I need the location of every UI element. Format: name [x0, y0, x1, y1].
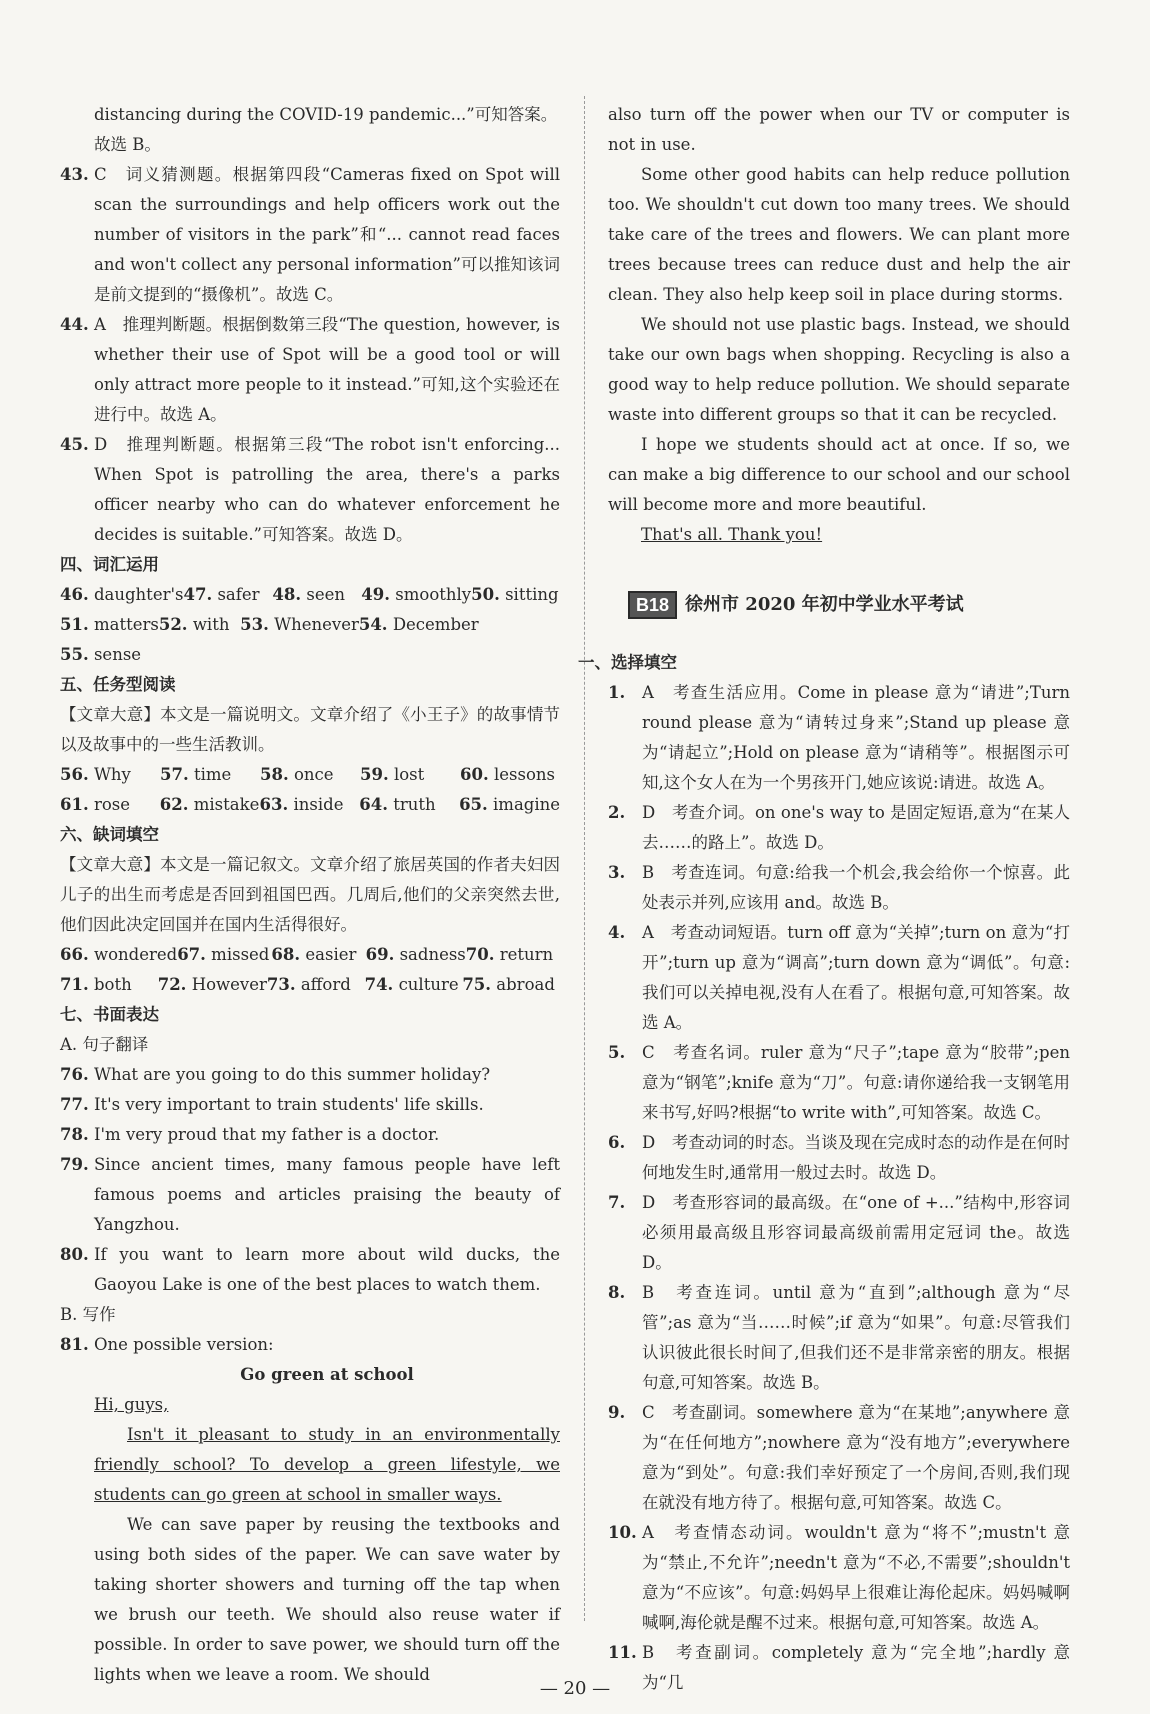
answer-text: A 考查情态动词。wouldn't 意为“将不”;mustn't 意为“禁止,不允许”;needn't 意为“不必,不需要”;shouldn't 意为“不应该”。句意:妈妈早上很难让海伦起床。妈妈喊啊喊啊,海伦就是醒不过来。根据句意,可知答案。故选 A。 — [642, 1523, 1070, 1632]
exam-title-text: 徐州市 2020 年初中学业水平考试 — [685, 594, 964, 615]
answer-8 — [608, 1278, 1070, 1398]
answer-word: missed — [211, 945, 270, 964]
answer-number: 49. — [361, 585, 391, 604]
answer-number: 50. — [471, 585, 500, 604]
answer-row — [60, 760, 560, 790]
answer-number: 47. — [183, 585, 213, 604]
answer-text: D 推理判断题。根据第三段“The robot isn't enforcing... When Spot is patrolling the area, there's a parks officer nearby who can do whatever enforcement he decides is suitable.”可知答案。故选 D。 — [94, 435, 560, 544]
answer-word: sitting — [505, 585, 559, 604]
answer-number: 69. — [365, 945, 395, 964]
answer-number: 7. — [608, 1193, 626, 1212]
answer-word: once — [293, 765, 334, 784]
answer-number: 61. — [60, 795, 89, 814]
answer-number: 3. — [608, 863, 626, 882]
essay-closing — [608, 520, 1070, 550]
answer-number: 52. — [158, 615, 188, 634]
answer-number: 75. — [462, 975, 492, 994]
answer-43 — [60, 160, 560, 310]
answer-text: D 考查介词。on one's way to 是固定短语,意为“在某人去……的路上”。故选 D。 — [642, 803, 1070, 852]
answer-word: truth — [393, 795, 436, 814]
answer-text: C 考查副词。somewhere 意为“在某地”;anywhere 意为“在任何地方”;nowhere 意为“没有地方”;everywhere 意为“到处”。句意:我们幸好预定了一个房间,否则,我们现在就没有地方待了。根据句意,可知答案。故选 C。 — [642, 1403, 1070, 1512]
answer-word: time — [193, 765, 232, 784]
answer-number: 2. — [608, 803, 626, 822]
subsection-a-heading: A. 句子翻译 — [60, 1035, 149, 1054]
answer-word: culture — [398, 975, 459, 994]
right-column — [578, 100, 1070, 1698]
section-5-answers — [60, 760, 560, 820]
section-5-heading: 五、任务型阅读 — [60, 675, 176, 694]
answer-number: 5. — [608, 1043, 626, 1062]
answer-word: sense — [93, 645, 142, 664]
answer-number: 77. — [60, 1095, 89, 1114]
answer-row — [60, 580, 560, 610]
answer-number: 53. — [240, 615, 269, 634]
answer-number: 51. — [60, 615, 89, 634]
answer-text: It's very important to train students' life skills. — [94, 1095, 484, 1114]
answer-number: 79. — [60, 1155, 89, 1174]
answer-number: 58. — [260, 765, 289, 784]
answer-number: 60. — [460, 765, 489, 784]
answer-number: 66. — [60, 945, 89, 964]
answer-1 — [608, 678, 1070, 798]
answer-text: Since ancient times, many famous people have left famous poems and articles praising the beauty of Yangzhou. — [94, 1155, 560, 1234]
answer-45 — [60, 430, 560, 550]
left-column — [60, 100, 560, 1690]
answer-word: with — [192, 615, 230, 634]
answer-number: 8. — [608, 1283, 626, 1302]
answer-row — [60, 970, 560, 1000]
answer-word: rose — [93, 795, 131, 814]
answer-9 — [608, 1398, 1070, 1518]
essay-paragraph-1: Isn't it pleasant to study in an environmentally friendly school? To develop a green lifestyle, we students can go green at school in smaller ways. — [94, 1425, 560, 1504]
section-4-answers — [60, 580, 560, 670]
answer-number: 59. — [360, 765, 389, 784]
essay-81 — [60, 1330, 560, 1360]
essay-label: One possible version: — [94, 1335, 274, 1354]
essay-greeting: Hi, guys, — [94, 1395, 169, 1414]
answer-number: 56. — [60, 765, 89, 784]
answer-number: 68. — [271, 945, 301, 964]
answer-text: B 考查连词。句意:给我一个机会,我会给你一个惊喜。此处表示并列,应该用 and。故选 B。 — [642, 863, 1070, 912]
exam-title — [628, 590, 1070, 620]
answer-text: If you want to learn more about wild ducks, the Gaoyou Lake is one of the best places to watch them. — [94, 1245, 560, 1294]
answer-number: 44. — [60, 315, 89, 334]
section-4-heading: 四、词汇运用 — [60, 555, 159, 574]
section-5-summary: 【文章大意】本文是一篇说明文。文章介绍了《小王子》的故事情节以及故事中的一些生活教训。 — [60, 705, 560, 754]
answer-number: 4. — [608, 923, 626, 942]
answer-6 — [608, 1128, 1070, 1188]
answer-number: 71. — [60, 975, 89, 994]
answer-number: 45. — [60, 435, 89, 454]
answer-number: 65. — [459, 795, 488, 814]
translation-77 — [60, 1090, 560, 1120]
intro-line-1: distancing during the COVID-19 pandemic...”可知答案。 — [94, 105, 558, 124]
answer-number: 63. — [259, 795, 289, 814]
essay-title: Go green at school — [240, 1365, 414, 1384]
answer-row — [60, 790, 560, 820]
translation-80 — [60, 1240, 560, 1300]
answer-4 — [608, 918, 1070, 1038]
answer-number: 55. — [60, 645, 89, 664]
answer-word: daughter's — [93, 585, 184, 604]
answer-word: However — [191, 975, 267, 994]
answer-word: seen — [306, 585, 345, 604]
answer-5 — [608, 1038, 1070, 1128]
answer-text: A 考查动词短语。turn off 意为“关掉”;turn on 意为“打开”;turn up 意为“调高”;turn down 意为“调低”。句意:我们可以关掉电视,没有人在看了。根据句意,可知答案。故选 A。 — [642, 923, 1070, 1032]
essay-body — [60, 1360, 560, 1690]
answer-word: matters — [93, 615, 159, 634]
answer-number: 43. — [60, 165, 89, 184]
answer-number: 46. — [60, 585, 89, 604]
answer-number: 73. — [266, 975, 296, 994]
answer-number: 78. — [60, 1125, 89, 1144]
answer-row — [60, 640, 560, 670]
answer-number: 67. — [177, 945, 206, 964]
answer-word: safer — [217, 585, 260, 604]
answer-2 — [608, 798, 1070, 858]
essay-paragraph-4: We should not use plastic bags. Instead, we should take our own bags when shopping. Recycling is also a good way to help reduce pollution. We should separate waste into different groups so that it can be recycled. — [608, 315, 1070, 424]
answer-word: afford — [300, 975, 351, 994]
exam-tag: B18 — [628, 591, 677, 619]
answer-word: smoothly — [395, 585, 472, 604]
section-7-heading: 七、书面表达 — [60, 1005, 159, 1024]
essay-paragraph-3: Some other good habits can help reduce pollution too. We shouldn't cut down too many trees. We should take care of the trees and flowers. We can plant more trees because trees can reduce dust and help the air clean. They also help keep soil in place during storms. — [608, 165, 1070, 304]
answer-number: 74. — [364, 975, 394, 994]
answer-word: return — [499, 945, 554, 964]
section-1-heading: 一、选择填空 — [578, 653, 677, 672]
answer-text: B 考查副词。completely 意为“完全地”;hardly 意为“几 — [642, 1643, 1070, 1692]
answer-number: 81. — [60, 1335, 89, 1354]
answer-text: D 考查动词的时态。当谈及现在完成时态的动作是在何时何地发生时,通常用一般过去时。故选 D。 — [642, 1133, 1070, 1182]
answer-text: B 考查连词。until 意为“直到”;although 意为“尽管”;as 意为“当……时候”;if 意为“如果”。句意:尽管我们认识彼此很长时间了,但我们还不是非常亲密的朋友。根据句意,可知答案。故选 B。 — [642, 1283, 1070, 1392]
subsection-b-heading: B. 写作 — [60, 1305, 116, 1324]
essay-continuation: also turn off the power when our TV or computer is not in use. — [608, 105, 1070, 154]
translation-78 — [60, 1120, 560, 1150]
answer-number: 10. — [608, 1523, 637, 1542]
answer-7 — [608, 1188, 1070, 1278]
answer-word: Whenever — [274, 615, 359, 634]
answer-44 — [60, 310, 560, 430]
answer-word: abroad — [496, 975, 555, 994]
answer-word: lost — [393, 765, 425, 784]
answer-number: 6. — [608, 1133, 626, 1152]
answer-number: 64. — [359, 795, 389, 814]
answer-number: 80. — [60, 1245, 89, 1264]
section-6-answers — [60, 940, 560, 1000]
answer-number: 1. — [608, 683, 626, 702]
answer-text: A 考查生活应用。Come in please 意为“请进”;Turn round please 意为“请转过身来”;Stand up please 意为“请起立”;Hold on please 意为“请稍等”。根据图示可知,这个女人在为一个男孩开门,她应该说:请进。故选 A。 — [642, 683, 1070, 792]
essay-paragraph-2: We can save paper by reusing the textbooks and using both sides of the paper. We can save water by taking shorter showers and turning off the tap when we brush our teeth. We should also reuse water if possible. In order to save power, we should turn off the lights when we leave a room. We should — [94, 1515, 560, 1684]
intro-line-2: 故选 B。 — [94, 135, 161, 154]
answer-word: both — [93, 975, 132, 994]
translation-76 — [60, 1060, 560, 1090]
answer-number: 62. — [159, 795, 189, 814]
answer-text: C 考查名词。ruler 意为“尺子”;tape 意为“胶带”;pen 意为“钢笔”;knife 意为“刀”。句意:请你递给我一支钢笔用来书写,好吗?根据“to write with”,可知答案。故选 C。 — [642, 1043, 1070, 1122]
answer-3 — [608, 858, 1070, 918]
answer-word: December — [392, 615, 479, 634]
column-divider — [584, 96, 585, 1621]
answer-word: wondered — [93, 945, 178, 964]
answer-row — [60, 940, 560, 970]
answer-text: A 推理判断题。根据倒数第三段“The question, however, is whether their use of Spot will be a good tool or will only attract more people to it instead.”可知,这个实验还在进行中。故选 A。 — [94, 315, 560, 424]
answer-row — [60, 610, 560, 640]
answer-word: imagine — [493, 795, 561, 814]
answer-number: 54. — [358, 615, 388, 634]
answer-word: mistake — [193, 795, 260, 814]
section-6-heading: 六、缺词填空 — [60, 825, 159, 844]
answer-number: 48. — [272, 585, 302, 604]
answer-number: 76. — [60, 1065, 89, 1084]
section-6-summary: 【文章大意】本文是一篇记叙文。文章介绍了旅居英国的作者夫妇因儿子的出生而考虑是否回到祖国巴西。几周后,他们的父亲突然去世,他们因此决定回国并在国内生活得很好。 — [60, 855, 560, 934]
answer-word: inside — [293, 795, 344, 814]
answer-number: 9. — [608, 1403, 626, 1422]
essay-paragraph-5: I hope we students should act at once. If so, we can make a big difference to our school and our school will become more and more beautiful. — [608, 435, 1070, 514]
essay-closing-text: That's all. Thank you! — [641, 525, 823, 544]
answer-number: 57. — [160, 765, 189, 784]
answer-text: D 考查形容词的最高级。在“one of +...”结构中,形容词必须用最高级且形容词最高级前需用定冠词 the。故选 D。 — [642, 1193, 1070, 1272]
answer-word: Why — [93, 765, 131, 784]
answer-10 — [608, 1518, 1070, 1638]
answer-word: sadness — [399, 945, 466, 964]
answer-word: lessons — [493, 765, 555, 784]
answer-number: 11. — [608, 1643, 637, 1662]
answer-number: 72. — [157, 975, 187, 994]
translation-79 — [60, 1150, 560, 1240]
answer-text: C 词义猜测题。根据第四段“Cameras fixed on Spot will scan the surroundings and help officers work out the number of visitors in the park”和“... cannot read faces and won't collect any personal information”可以推知该词是前文提到的“摄像机”。故选 C。 — [94, 165, 560, 304]
answer-number: 70. — [465, 945, 495, 964]
answer-text: I'm very proud that my father is a doctor. — [94, 1125, 440, 1144]
page-number: — 20 — — [539, 1678, 611, 1699]
answer-text: What are you going to do this summer holiday? — [94, 1065, 491, 1084]
answer-word: easier — [305, 945, 357, 964]
